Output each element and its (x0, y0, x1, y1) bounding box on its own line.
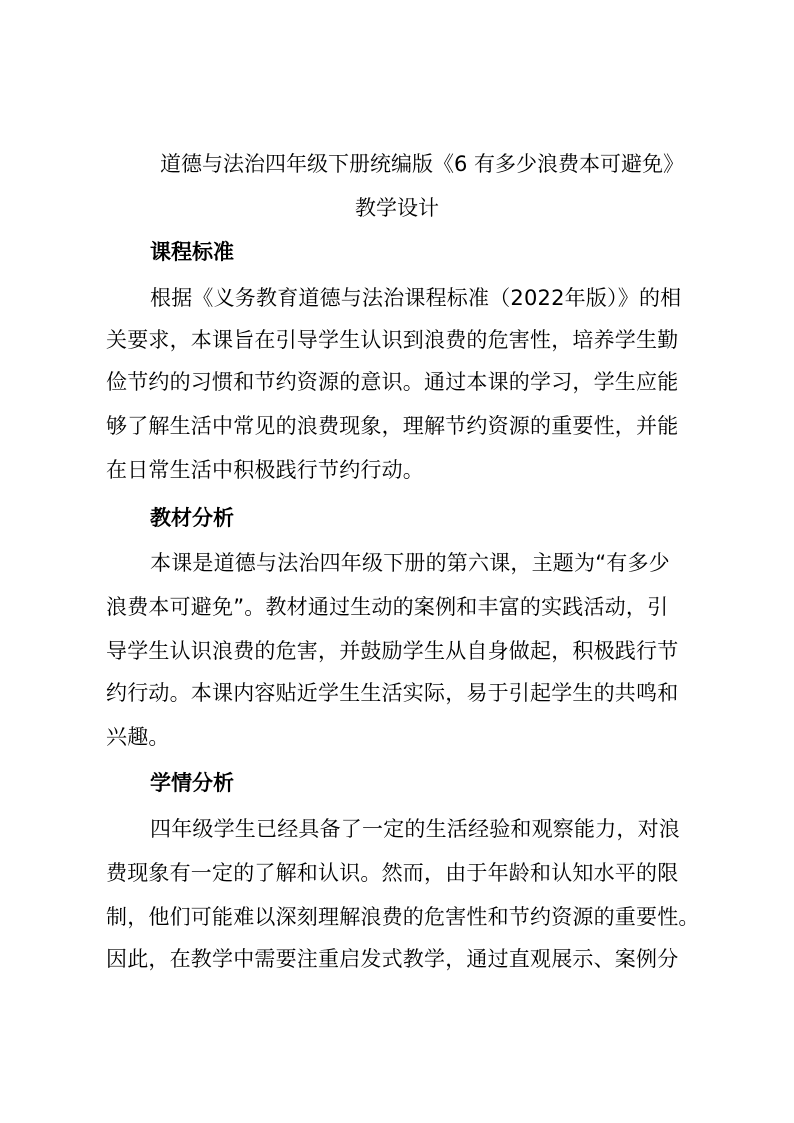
paragraph-line: 根据《义务教育道德与法治课程标准（2022年版）》的相 (150, 286, 682, 310)
section-heading-curriculum-standard: 课程标准 (150, 240, 234, 264)
paragraph-line: 浪费本可避免”。教材通过生动的案例和丰富的实践活动，引 (106, 595, 669, 619)
paragraph-line: 四年级学生已经具备了一定的生活经验和观察能力，对浪 (150, 817, 680, 841)
paragraph-line: 约行动。本课内容贴近学生生活实际，易于引起学生的共鸣和 (106, 681, 679, 705)
paragraph-line: 费现象有一定的了解和认识。然而，由于年龄和认知水平的限 (106, 861, 679, 885)
paragraph-line: 够了解生活中常见的浪费现象，理解节约资源的重要性，并能 (106, 414, 679, 438)
paragraph-line: 兴趣。 (106, 725, 170, 749)
paragraph-line: 导学生认识浪费的危害，并鼓励学生从自身做起，积极践行节 (106, 639, 679, 663)
paragraph-line: 在日常生活中积极践行节约行动。 (106, 458, 424, 482)
paragraph-line: 因此，在教学中需要注重启发式教学，通过直观展示、案例分 (106, 947, 679, 971)
paragraph-line: 制，他们可能难以深刻理解浪费的危害性和节约资源的重要性。 (106, 905, 700, 929)
section-heading-textbook-analysis: 教材分析 (150, 506, 234, 530)
document-title: 道德与法治四年级下册统编版《6 有多少浪费本可避免》 (160, 152, 685, 176)
paragraph-line: 俭节约的习惯和节约资源的意识。通过本课的学习，学生应能 (106, 370, 679, 394)
paragraph-line: 本课是道德与法治四年级下册的第六课，主题为“有多少 (150, 551, 670, 575)
section-heading-learner-analysis: 学情分析 (150, 771, 234, 795)
document-subtitle: 教学设计 (355, 196, 439, 220)
paragraph-line: 关要求，本课旨在引导学生认识到浪费的危害性，培养学生勤 (106, 328, 679, 352)
